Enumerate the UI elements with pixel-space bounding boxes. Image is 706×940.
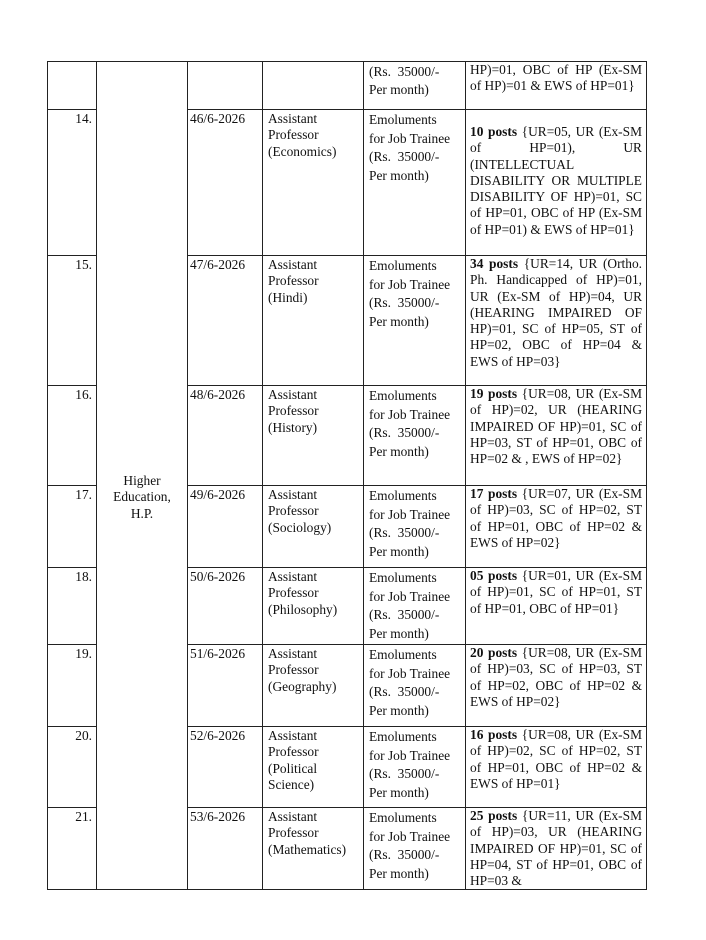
emoluments-line: Per month) [369,784,429,800]
details-cell [470,808,642,889]
post-line: Professor [268,585,319,601]
posts-count: 10 posts [470,124,518,139]
row-line [47,385,96,386]
details-cell [470,256,642,370]
emoluments-line: Per month) [369,167,429,183]
post-line: Assistant [268,646,318,661]
posts-count: 05 posts [470,568,518,583]
post-name [268,257,362,306]
row-line [47,807,96,808]
department-cell [97,473,187,522]
posts-count: 20 posts [470,645,518,660]
emoluments-cell [369,728,461,802]
emoluments-line: (Rs. 35000/- [369,425,440,440]
post-code: 51/6-2026 [190,646,246,661]
post-name [268,809,362,858]
details-text: {UR=11, UR (Ex-SM of HP)=03, UR (HEARING IMPAIRED OF HP)=01, SC of HP=04, ST of HP=01, OBC of HP=03 & [470,808,642,889]
serial-number: 21. [75,809,92,824]
details-cell [470,124,642,238]
post-line: Assistant [268,728,318,743]
emoluments-line: Emoluments [369,488,437,503]
post-name [268,387,362,436]
emoluments-line: (Rs. 35000/- [369,847,440,862]
emoluments-line: Per month) [369,313,429,329]
post-line: Professor [268,662,319,678]
post-line: Assistant [268,257,318,272]
emoluments-cell [369,809,461,883]
emoluments-cell [369,257,461,331]
post-name [268,111,362,160]
post-line: (Sociology) [268,519,332,535]
row-line [47,485,96,486]
post-line: Assistant [268,111,318,126]
details-cell [470,486,642,551]
emoluments-cell [369,111,461,185]
serial-number: 20. [75,728,92,743]
post-name [268,728,362,793]
posts-count: 16 posts [470,727,518,742]
post-code: 47/6-2026 [190,257,246,272]
post-name [268,487,362,536]
serial-number: 15. [75,257,92,272]
serial-number: 17. [75,487,92,502]
department-line: Education, [113,489,171,505]
emoluments-line: for Job Trainee [369,665,451,681]
post-line: Professor [268,825,319,841]
posts-count: 19 posts [470,386,518,401]
serial-number: 16. [75,387,92,402]
col-line-4 [363,61,364,890]
post-line: (Mathematics) [268,841,347,857]
post-line: Assistant [268,809,318,824]
details-text: {UR=05, UR (Ex-SM of HP=01), UR (INTELLECTUAL DISABILITY OR MULTIPLE DISABILITY OF HP)=01, SC of HP=01, OBC of HP (Ex-SM of HP=01) & EWS of HP=01} [470,124,642,237]
posts-count: 25 posts [470,808,518,823]
post-line: Assistant [268,487,318,502]
emoluments-line: Per month) [369,625,429,641]
post-line: (Geography) [268,678,337,694]
posts-count: 17 posts [470,486,518,501]
emoluments-line: for Job Trainee [369,276,451,292]
post-line: Professor [268,403,319,419]
details-cell [470,727,642,792]
emoluments-line: Per month) [369,702,429,718]
emoluments-line: for Job Trainee [369,130,451,146]
emoluments-line: Emoluments [369,388,437,403]
details-text: {UR=14, UR (Ortho. Ph. Handicapped of HP)=01, UR (Ex-SM of HP)=04, UR (HEARING IMPAIRED OF HP)=01, SC of HP=05, ST of HP=02, OBC of HP=04 & EWS of HP=03} [470,256,642,369]
post-code: 52/6-2026 [190,728,246,743]
post-code: 53/6-2026 [190,809,246,824]
details-cell [470,645,642,710]
post-line: Professor [268,744,319,760]
post-line: Assistant [268,387,318,402]
emoluments-line: (Rs. 35000/- [369,295,440,310]
emoluments-line: Per month) [369,81,429,97]
post-line: Professor [268,503,319,519]
details-cell [470,568,642,617]
row-line [47,726,96,727]
details-cell [470,62,642,95]
emoluments-line: Emoluments [369,810,437,825]
emoluments-line: Per month) [369,543,429,559]
details-cell [470,386,642,467]
emoluments-line: (Rs. 35000/- [369,525,440,540]
post-line: Professor [268,273,319,289]
emoluments-line: (Rs. 35000/- [369,766,440,781]
post-line: (History) [268,419,318,435]
col-line-2 [187,61,188,890]
emoluments-line: for Job Trainee [369,747,451,763]
row-line [47,567,96,568]
details-text: {UR=08, UR (Ex-SM of HP)=02, SC of HP=02, ST of HP=01, OBC of HP=02 & EWS of HP=01} [470,727,642,791]
emoluments-cell [369,387,461,461]
row-line [187,109,647,110]
emoluments-line: Emoluments [369,112,437,127]
emoluments-cell [369,646,461,720]
post-line: (Hindi) [268,289,308,305]
post-code: 46/6-2026 [190,111,246,126]
emoluments-line: (Rs. 35000/- [369,607,440,622]
post-line: Professor [268,127,319,143]
department-line: Higher [123,473,161,488]
department-line: H.P. [130,505,154,521]
col-line-3 [262,61,263,890]
col-line-right [646,61,647,890]
details-text: {UR=08, UR (Ex-SM of HP)=03, SC of HP=03, ST of HP=02, OBC of HP=02 & EWS of HP=02} [470,645,642,709]
details-text: {UR=07, UR (Ex-SM of HP)=03, SC of HP=02, ST of HP=01, OBC of HP=02 & EWS of HP=02} [470,486,642,550]
post-line: Science) [268,776,315,792]
col-line-left [47,61,48,890]
post-line: (Political [268,760,318,776]
post-code: 49/6-2026 [190,487,246,502]
emoluments-line: Per month) [369,443,429,459]
row-line [47,109,96,110]
serial-number: 19. [75,646,92,661]
emoluments-line: Per month) [369,865,429,881]
emoluments-line: Emoluments [369,729,437,744]
serial-number: 18. [75,569,92,584]
emoluments-line: Emoluments [369,258,437,273]
details-text: {UR=01, UR (Ex-SM of HP)=01, SC of HP=01, ST of HP=01, OBC of HP=01} [470,568,642,616]
details-text: HP)=01, OBC of HP (Ex-SM of HP)=01 & EWS of HP=01} [470,62,642,94]
emoluments-line: Emoluments [369,647,437,662]
post-line: (Philosophy) [268,601,338,617]
post-line: (Economics) [268,143,337,159]
post-name [268,569,362,618]
emoluments-line: for Job Trainee [369,506,451,522]
row-line [47,644,96,645]
emoluments-line: (Rs. 35000/- [369,684,440,699]
serial-number: 14. [75,111,92,126]
emoluments-cell [369,487,461,561]
col-line-5 [465,61,466,890]
emoluments-line: (Rs. 35000/- [369,64,440,79]
row-line [47,255,96,256]
emoluments-line: (Rs. 35000/- [369,149,440,164]
post-line: Assistant [268,569,318,584]
emoluments-line: for Job Trainee [369,406,451,422]
post-code: 50/6-2026 [190,569,246,584]
post-name [268,646,362,695]
posts-count: 34 posts [470,256,519,271]
details-text: {UR=08, UR (Ex-SM of HP)=02, UR (HEARING IMPAIRED OF HP)=01, SC of HP=03, ST of HP=01, OBC of HP=02 & , EWS of HP=02} [470,386,642,467]
emoluments-cell [369,63,461,98]
emoluments-line: for Job Trainee [369,828,451,844]
emoluments-line: for Job Trainee [369,588,451,604]
emoluments-line: Emoluments [369,570,437,585]
post-code: 48/6-2026 [190,387,246,402]
emoluments-cell [369,569,461,643]
